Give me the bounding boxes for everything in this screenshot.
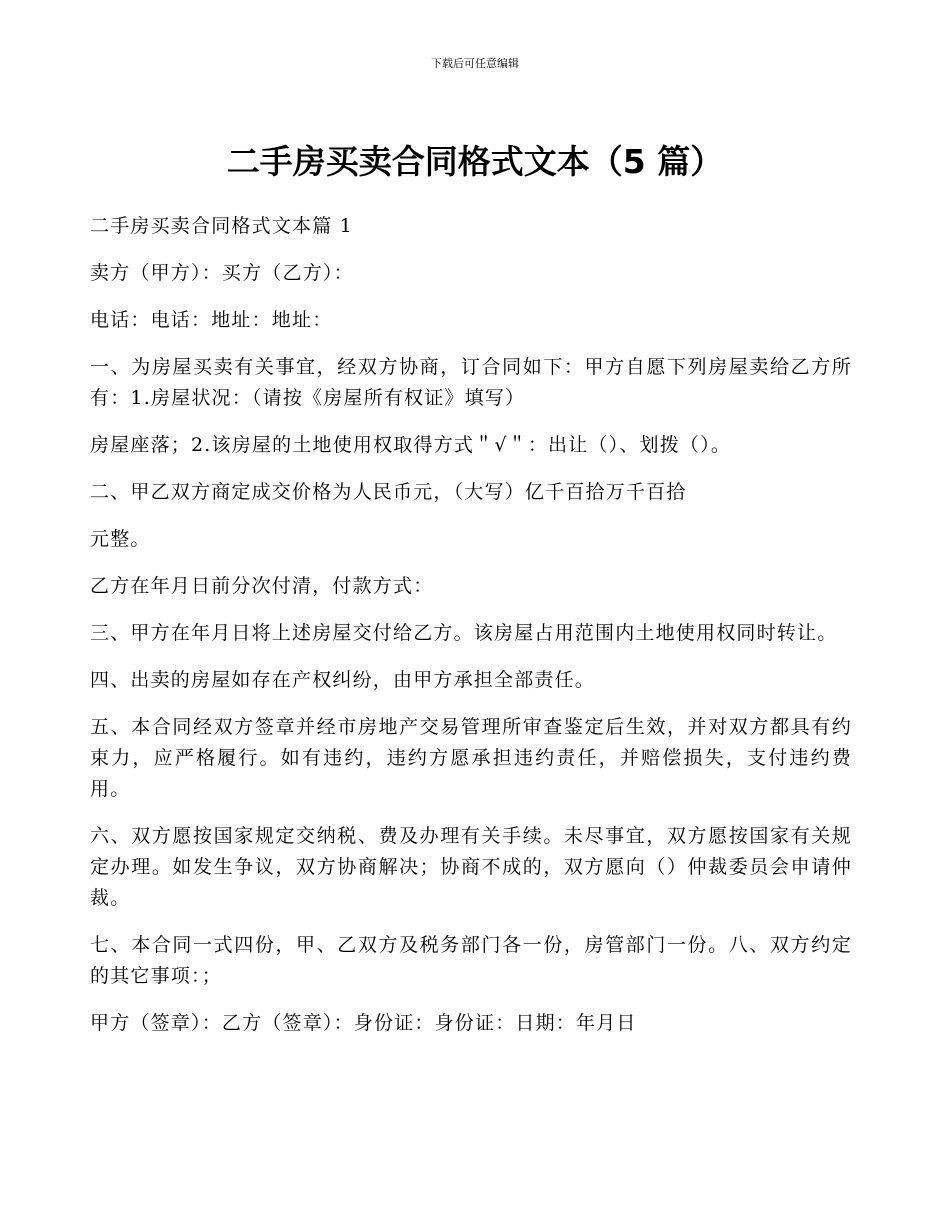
section-heading: 二手房买卖合同格式文本篇 1 (90, 215, 353, 237)
header-note: 下载后可任意编辑 (431, 57, 519, 70)
parties-line: 卖方（甲方）：买方（乙方）： (90, 262, 354, 284)
clause-2-continued: 元整。 (90, 528, 151, 550)
contact-line: 电话：电话：地址：地址： (90, 309, 333, 331)
clause-3: 三、甲方在年月日将上述房屋交付给乙方。该房屋占用范围内土地使用权同时转让。 (90, 622, 838, 644)
signature-line: 甲方（签章）：乙方（签章）：身份证：身份证：日期：年月日 (90, 1012, 637, 1034)
clause-7-8: 七、本合同一式四份，甲、乙双方及税务部门各一份，房管部门一份。八、双方约定的其它事项：； (90, 934, 852, 987)
clause-2: 二、甲乙双方商定成交价格为人民币元，（大写）亿千百拾万千百拾 (90, 481, 687, 503)
document-title: 二手房买卖合同格式文本（5 篇） (226, 142, 724, 181)
payment-line: 乙方在年月日前分次付清，付款方式： (90, 575, 434, 597)
document-body (90, 211, 852, 1055)
clause-5: 五、本合同经双方签章并经市房地产交易管理所审查鉴定后生效，并对双方都具有约束力，应严格履行。如有违约，违约方愿承担违约责任，并赔偿损失，支付违约费用。 (90, 716, 852, 800)
clause-6: 六、双方愿按国家规定交纳税、费及办理有关手续。未尽事宜，双方愿按国家有关规定办理。如发生争议，双方协商解决；协商不成的，双方愿向（）仲裁委员会申请仲裁。 (90, 825, 852, 909)
property-location-line: 房屋座落；2.该房屋的土地使用权取得方式＂√＂：出让（）、划拨（）。 (90, 434, 732, 456)
clause-4: 四、出卖的房屋如存在产权纠纷，由甲方承担全部责任。 (90, 669, 596, 691)
clause-1: 一、为房屋买卖有关事宜，经双方协商，订合同如下：甲方自愿下列房屋卖给乙方所有：1.房屋状况：（请按《房屋所有权证》填写） (90, 356, 852, 409)
